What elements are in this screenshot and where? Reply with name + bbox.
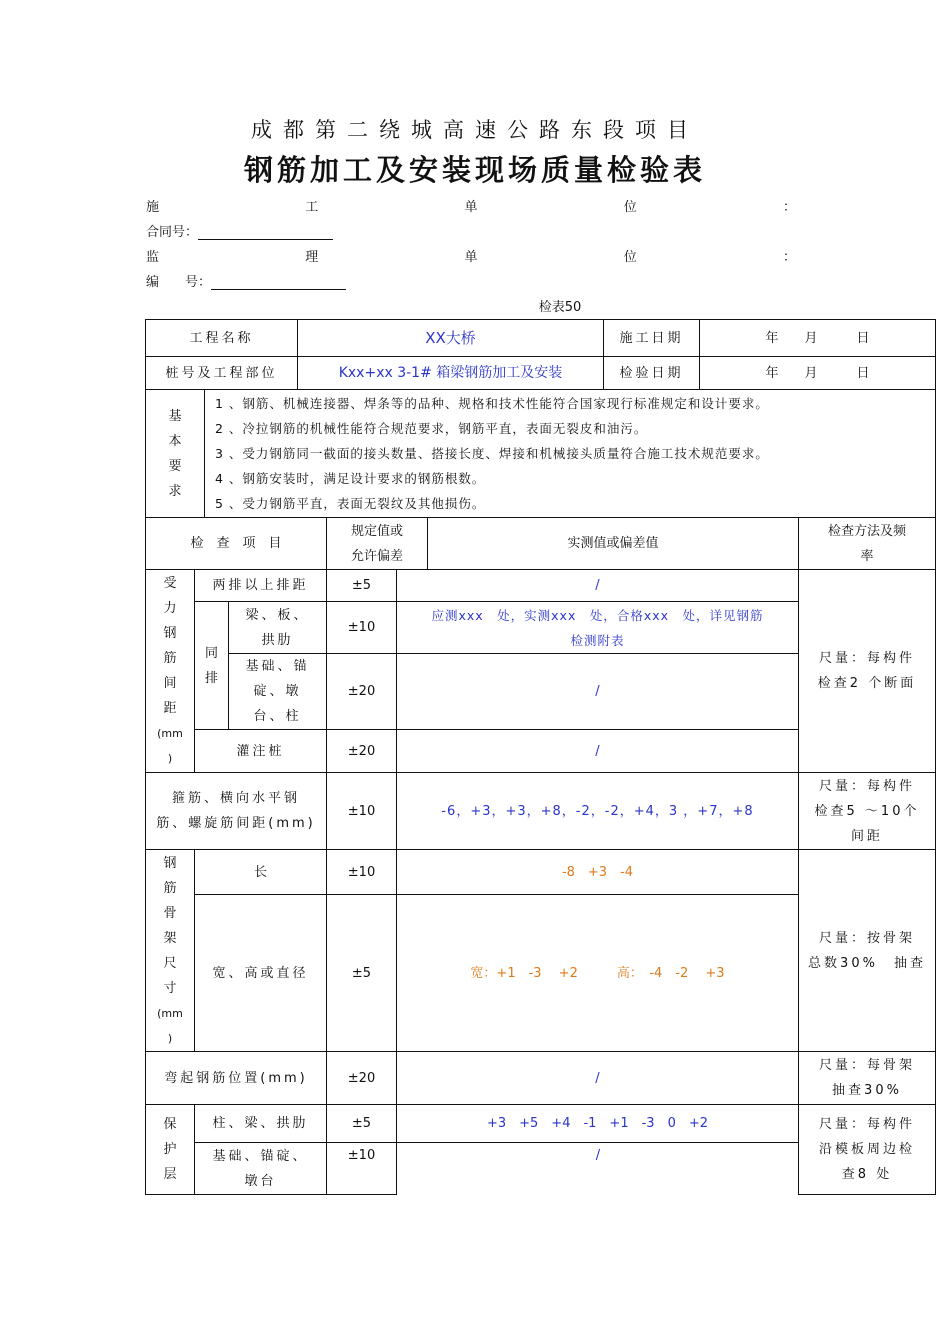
method-line: 尺量：每骨架: [818, 1058, 915, 1073]
construction-unit-line: [146, 196, 796, 215]
construction-date-label: 施工日期: [603, 319, 700, 357]
station-value[interactable]: Kxx+xx 3-1# 箱梁钢筋加工及安装: [297, 356, 604, 390]
measured-value[interactable]: /: [396, 569, 799, 602]
same-row-label: [194, 601, 229, 730]
measured-value[interactable]: [396, 601, 799, 654]
method-line: 尺量：每构件: [818, 778, 915, 794]
requirement-item: 3 、受力钢筋同一截面的接头数量、搭接长度、焊接和机械接头质量符合施工技术规范要求。: [215, 446, 769, 461]
supervision-unit-char: 监: [146, 250, 160, 265]
method-line: 间距: [850, 828, 883, 844]
project-name-label: 工程名称: [145, 319, 298, 357]
col-header-tolerance-line: 允许偏差: [350, 548, 403, 564]
project-name-value[interactable]: XX大桥: [297, 319, 604, 357]
label-char: 受: [163, 576, 177, 591]
label-char: 护: [163, 1142, 177, 1157]
tolerance-value: ±10: [326, 772, 397, 850]
label-char: 排: [204, 670, 218, 686]
method-line: 查8 处: [841, 1167, 893, 1182]
method-line: 抽查30%: [832, 1083, 902, 1098]
label-char: 保: [163, 1117, 177, 1132]
label-char: 钢: [163, 626, 177, 641]
method-line: 检查5 ～10个: [814, 803, 920, 819]
spacing-group-label: [145, 569, 195, 773]
bent-bar-check-method: [798, 1051, 936, 1105]
col-header-method-line: 检查方法及频: [827, 523, 906, 539]
measured-line: 检测附表: [570, 632, 625, 648]
measured-value[interactable]: /: [396, 1142, 799, 1195]
skeleton-check-method: [798, 849, 936, 1052]
cover-column-item: 柱、梁、拱肋: [194, 1104, 327, 1143]
serial-no-field[interactable]: [211, 276, 346, 290]
label-char: 距: [163, 701, 177, 716]
tolerance-value: ±10: [326, 1142, 397, 1195]
label-char: 筋: [163, 651, 177, 666]
col-header-tolerance-line: 规定值或: [350, 523, 403, 539]
col-header-measured: 实测值或偏差值: [427, 517, 799, 570]
measured-value[interactable]: -8 +3 -4: [396, 849, 799, 895]
spacing-row-cast-pile: 灌注桩: [194, 729, 327, 773]
row-name-line: 碇、墩: [253, 684, 302, 699]
method-line: 尺量：按骨架: [818, 930, 915, 946]
measured-value[interactable]: /: [396, 1051, 799, 1105]
measured-value[interactable]: /: [396, 653, 799, 730]
label-char: 基: [168, 408, 182, 424]
method-line: 尺量：每构件: [818, 651, 915, 666]
form-number: 检表50: [538, 300, 582, 315]
measured-value[interactable]: -6，+3，+3，+8，-2，-2，+4，3 ，+7，+8: [396, 772, 799, 850]
station-label: 桩号及工程部位: [145, 356, 298, 390]
supervision-unit-char: 位: [623, 250, 637, 265]
method-line: 沿模板周边检: [818, 1142, 915, 1157]
requirement-item: 1 、钢筋、机械连接器、焊条等的品种、规格和技术性能符合国家现行标准规定和设计要求。: [215, 396, 769, 411]
basic-requirements-list: [204, 389, 936, 518]
tolerance-value: ±5: [326, 1104, 397, 1143]
construction-unit-char: 单: [464, 200, 478, 215]
skeleton-group-label: [145, 849, 195, 1052]
label-char: 要: [168, 458, 182, 474]
label-char: (mm: [157, 727, 183, 740]
spacing-row-foundation: [228, 653, 327, 730]
inspection-date-value[interactable]: 年 月 日: [699, 356, 936, 390]
row-name-line: 梁、板、: [245, 607, 310, 623]
stirrup-spacing-item: [145, 772, 327, 850]
measured-value[interactable]: 宽：+1 -3 +2 高： -4 -2 +3: [396, 894, 799, 1052]
row-name-line: 拱肋: [261, 632, 294, 648]
stirrup-check-method: [798, 772, 936, 850]
tolerance-value: ±5: [326, 569, 397, 602]
col-header-tolerance: [326, 517, 428, 570]
cover-group-label: [145, 1104, 195, 1195]
cover-foundation-item: [194, 1142, 327, 1195]
supervision-unit-char: 理: [305, 250, 319, 265]
contract-no-field[interactable]: [198, 226, 333, 240]
construction-unit-char: ：: [782, 200, 796, 215]
contract-no-line: [146, 221, 333, 240]
label-char: 力: [163, 601, 177, 616]
skeleton-width-item: 宽、高或直径: [194, 894, 327, 1052]
spacing-row-beam: [228, 601, 327, 654]
label-char: 同: [204, 645, 218, 661]
supervision-unit-char: ：: [782, 250, 796, 265]
requirement-item: 2 、冷拉钢筋的机械性能符合规范要求，钢筋平直，表面无裂皮和油污。: [215, 421, 648, 436]
supervision-unit-line: [146, 246, 796, 265]
label-char: 求: [168, 483, 182, 499]
label-char: 筋: [163, 880, 177, 896]
label-char: 间: [163, 676, 177, 691]
col-header-method-line: 率: [860, 548, 874, 564]
col-header-method: [798, 517, 936, 570]
skeleton-length-item: 长: [194, 849, 327, 895]
label-char: 骨: [163, 905, 177, 921]
construction-date-value[interactable]: 年 月 日: [699, 319, 936, 357]
label-char: ): [167, 1031, 173, 1045]
construction-unit-char: 位: [623, 200, 637, 215]
method-line: 检查2 个断面: [817, 676, 917, 691]
construction-unit-char: 施: [146, 200, 160, 215]
requirement-item: 4 、钢筋安装时，满足设计要求的钢筋根数。: [215, 471, 486, 486]
label-char: 架: [163, 930, 177, 946]
tolerance-value: ±20: [326, 1051, 397, 1105]
method-line: 尺量：每构件: [818, 1117, 915, 1132]
tolerance-value: ±10: [326, 601, 397, 654]
label-char: 寸: [163, 980, 177, 996]
bent-bar-item: 弯起钢筋位置(mm): [145, 1051, 327, 1105]
contract-no-label: 合同号：: [146, 225, 199, 240]
tolerance-value: ±5: [326, 894, 397, 1052]
tolerance-value: ±10: [326, 849, 397, 895]
form-title: 钢筋加工及安装现场质量检验表: [243, 153, 706, 187]
measured-line: 应测xxx 处，实测xxx 处，合格xxx 处，详见钢筋: [431, 607, 764, 623]
row-name-line: 墩台: [244, 1173, 277, 1189]
construction-unit-char: 工: [305, 200, 319, 215]
label-char: 本: [168, 433, 182, 449]
basic-requirements-label: [145, 389, 205, 518]
cover-check-method: [798, 1104, 936, 1195]
project-subtitle: 成都第二绕城高速公路东段项目: [251, 118, 699, 142]
row-name-line: 基础、锚碇、: [212, 1148, 309, 1164]
spacing-check-method: [798, 569, 936, 773]
label-char: 钢: [163, 855, 177, 871]
measured-value[interactable]: /: [396, 729, 799, 773]
serial-no-line: [146, 271, 346, 290]
label-char: 尺: [163, 955, 177, 971]
row-name-line: 基础、锚: [245, 659, 310, 674]
inspection-date-label: 检验日期: [603, 356, 700, 390]
label-char: (mm: [157, 1006, 183, 1020]
row-name-line: 箍筋、横向水平钢: [171, 791, 300, 806]
serial-no-label: 编 号：: [146, 275, 212, 290]
label-char: ): [167, 752, 173, 765]
tolerance-value: ±20: [326, 653, 397, 730]
method-line: 总数30% 抽查: [808, 955, 926, 971]
spacing-row-multi-row: 两排以上排距: [194, 569, 327, 602]
row-name-line: 台、柱: [253, 709, 302, 724]
supervision-unit-char: 单: [464, 250, 478, 265]
tolerance-value: ±20: [326, 729, 397, 773]
row-name-line: 筋、螺旋筋间距(mm): [156, 816, 316, 831]
measured-value[interactable]: +3 +5 +4 -1 +1 -3 0 +2: [396, 1104, 799, 1143]
requirement-item: 5 、受力钢筋平直，表面无裂纹及其他损伤。: [215, 496, 486, 511]
label-char: 层: [163, 1167, 177, 1182]
col-header-item: 检 查 项 目: [145, 517, 327, 570]
